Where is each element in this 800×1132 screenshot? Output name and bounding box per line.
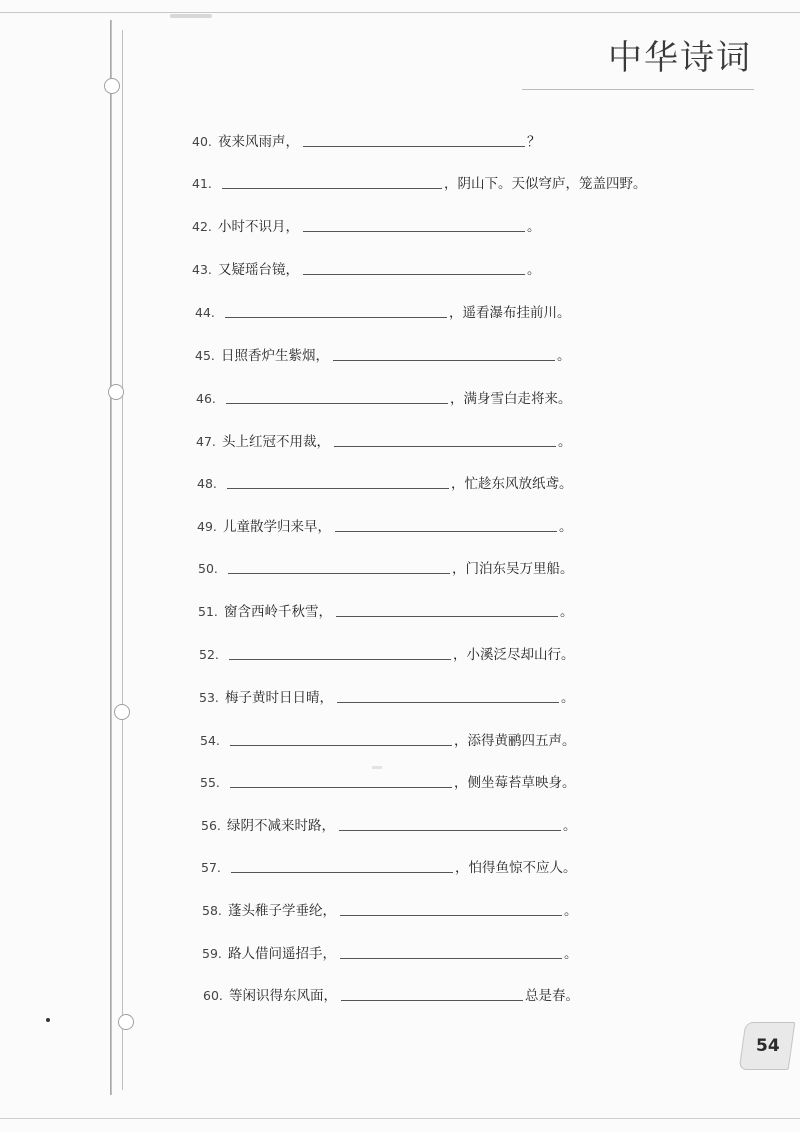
poem-line-given: 绿阴不减来时路， xyxy=(227,818,335,834)
poem-line-given: ，遥看瀑布挂前川。 xyxy=(449,305,571,321)
answer-blank[interactable] xyxy=(340,957,562,959)
question-number: 43. xyxy=(192,262,212,277)
poem-line-given: ，怕得鱼惊不应人。 xyxy=(455,860,577,876)
question-number: 49. xyxy=(197,519,217,534)
question-item xyxy=(195,303,571,321)
poem-line-given: ，小溪泛尽却山行。 xyxy=(453,647,575,663)
poem-line-given: 路人借问遥招手， xyxy=(228,946,336,962)
question-number: 52. xyxy=(199,647,219,662)
poem-line-given: 。 xyxy=(560,604,574,620)
question-item xyxy=(203,986,579,1004)
question-item xyxy=(196,432,572,450)
poem-line-given: 总是春。 xyxy=(525,988,579,1004)
answer-blank[interactable] xyxy=(340,914,562,916)
question-number: 46. xyxy=(196,391,216,406)
question-number: 47. xyxy=(196,434,216,449)
answer-blank[interactable] xyxy=(225,316,447,318)
question-item xyxy=(192,132,541,150)
poem-line-given: ，忙趁东风放纸鸢。 xyxy=(451,476,573,492)
page-number: 54 xyxy=(756,1036,780,1056)
question-item xyxy=(201,858,577,876)
poem-line-given: 儿童散学归来早， xyxy=(223,519,331,535)
answer-blank[interactable] xyxy=(335,530,557,532)
poem-line-given: 。 xyxy=(558,434,572,450)
question-item xyxy=(202,944,578,962)
poem-line-given: 。 xyxy=(559,519,573,535)
poem-line-given: 夜来风雨声， xyxy=(218,134,299,150)
question-number: 48. xyxy=(197,476,217,491)
answer-blank[interactable] xyxy=(336,615,558,617)
answer-blank[interactable] xyxy=(341,999,523,1001)
poem-line-given: 。 xyxy=(527,262,541,278)
poem-line-given: ，添得黄鹂四五声。 xyxy=(454,733,576,749)
question-number: 51. xyxy=(198,604,218,619)
question-item xyxy=(198,602,574,620)
question-item xyxy=(200,773,576,791)
poem-line-given: 又疑瑶台镜， xyxy=(218,262,299,278)
poem-line-given: 等闲识得东风面， xyxy=(229,988,337,1004)
question-number: 40. xyxy=(192,134,212,149)
answer-blank[interactable] xyxy=(337,701,559,703)
poem-line-given: 。 xyxy=(527,219,541,235)
answer-blank[interactable] xyxy=(230,744,452,746)
question-item xyxy=(200,731,576,749)
question-number: 55. xyxy=(200,775,220,790)
answer-blank[interactable] xyxy=(303,273,525,275)
poem-line-given: 梅子黄时日日晴， xyxy=(225,690,333,706)
poem-line-given: 。 xyxy=(563,818,577,834)
question-item xyxy=(196,389,572,407)
poem-line-given: ，门泊东吴万里船。 xyxy=(452,561,574,577)
poem-line-given: 小时不识月， xyxy=(218,219,299,235)
question-number: 58. xyxy=(202,903,222,918)
page-title: 中华诗词 xyxy=(608,38,752,78)
question-number: 56. xyxy=(201,818,221,833)
answer-blank[interactable] xyxy=(303,145,525,147)
poem-line-given: ，侧坐莓苔草映身。 xyxy=(454,775,576,791)
poem-line-given: 蓬头稚子学垂纶， xyxy=(228,903,336,919)
question-item xyxy=(198,559,574,577)
poem-line-given: 。 xyxy=(564,946,578,962)
question-item xyxy=(192,260,541,278)
answer-blank[interactable] xyxy=(333,359,555,361)
scan-smudge xyxy=(372,766,382,769)
question-number: 44. xyxy=(195,305,215,320)
question-item xyxy=(202,901,578,919)
answer-blank[interactable] xyxy=(226,402,448,404)
answer-blank[interactable] xyxy=(303,230,525,232)
question-number: 54. xyxy=(200,733,220,748)
answer-blank[interactable] xyxy=(228,572,450,574)
question-item xyxy=(201,816,577,834)
question-number: 42. xyxy=(192,219,212,234)
poem-line-given: ？ xyxy=(527,134,541,150)
question-number: 50. xyxy=(198,561,218,576)
answer-blank[interactable] xyxy=(230,786,452,788)
question-item xyxy=(192,174,647,192)
poem-line-given: 。 xyxy=(564,903,578,919)
poem-line-given: 。 xyxy=(561,690,575,706)
question-item xyxy=(192,217,541,235)
page-bottom-edge xyxy=(0,1118,800,1119)
question-item xyxy=(197,474,573,492)
poem-line-given: 窗含西岭千秋雪， xyxy=(224,604,332,620)
question-number: 59. xyxy=(202,946,222,961)
poem-line-given: ，满身雪白走将来。 xyxy=(450,391,572,407)
poem-line-given: 。 xyxy=(557,348,571,364)
answer-blank[interactable] xyxy=(339,829,561,831)
poem-line-given: 日照香炉生紫烟， xyxy=(221,348,329,364)
answer-blank[interactable] xyxy=(334,445,556,447)
answer-blank[interactable] xyxy=(229,658,451,660)
question-number: 53. xyxy=(199,690,219,705)
question-item xyxy=(199,645,575,663)
poem-line-given: ，阴山下。天似穹庐，笼盖四野。 xyxy=(444,176,647,192)
answer-blank[interactable] xyxy=(227,487,449,489)
answer-blank[interactable] xyxy=(231,871,453,873)
question-item xyxy=(199,688,575,706)
poem-line-given: 头上红冠不用裁， xyxy=(222,434,330,450)
question-item xyxy=(197,517,573,535)
answer-blank[interactable] xyxy=(222,187,442,189)
question-item xyxy=(195,346,571,364)
question-number: 41. xyxy=(192,176,212,191)
question-number: 57. xyxy=(201,860,221,875)
question-number: 45. xyxy=(195,348,215,363)
question-number: 60. xyxy=(203,988,223,1003)
